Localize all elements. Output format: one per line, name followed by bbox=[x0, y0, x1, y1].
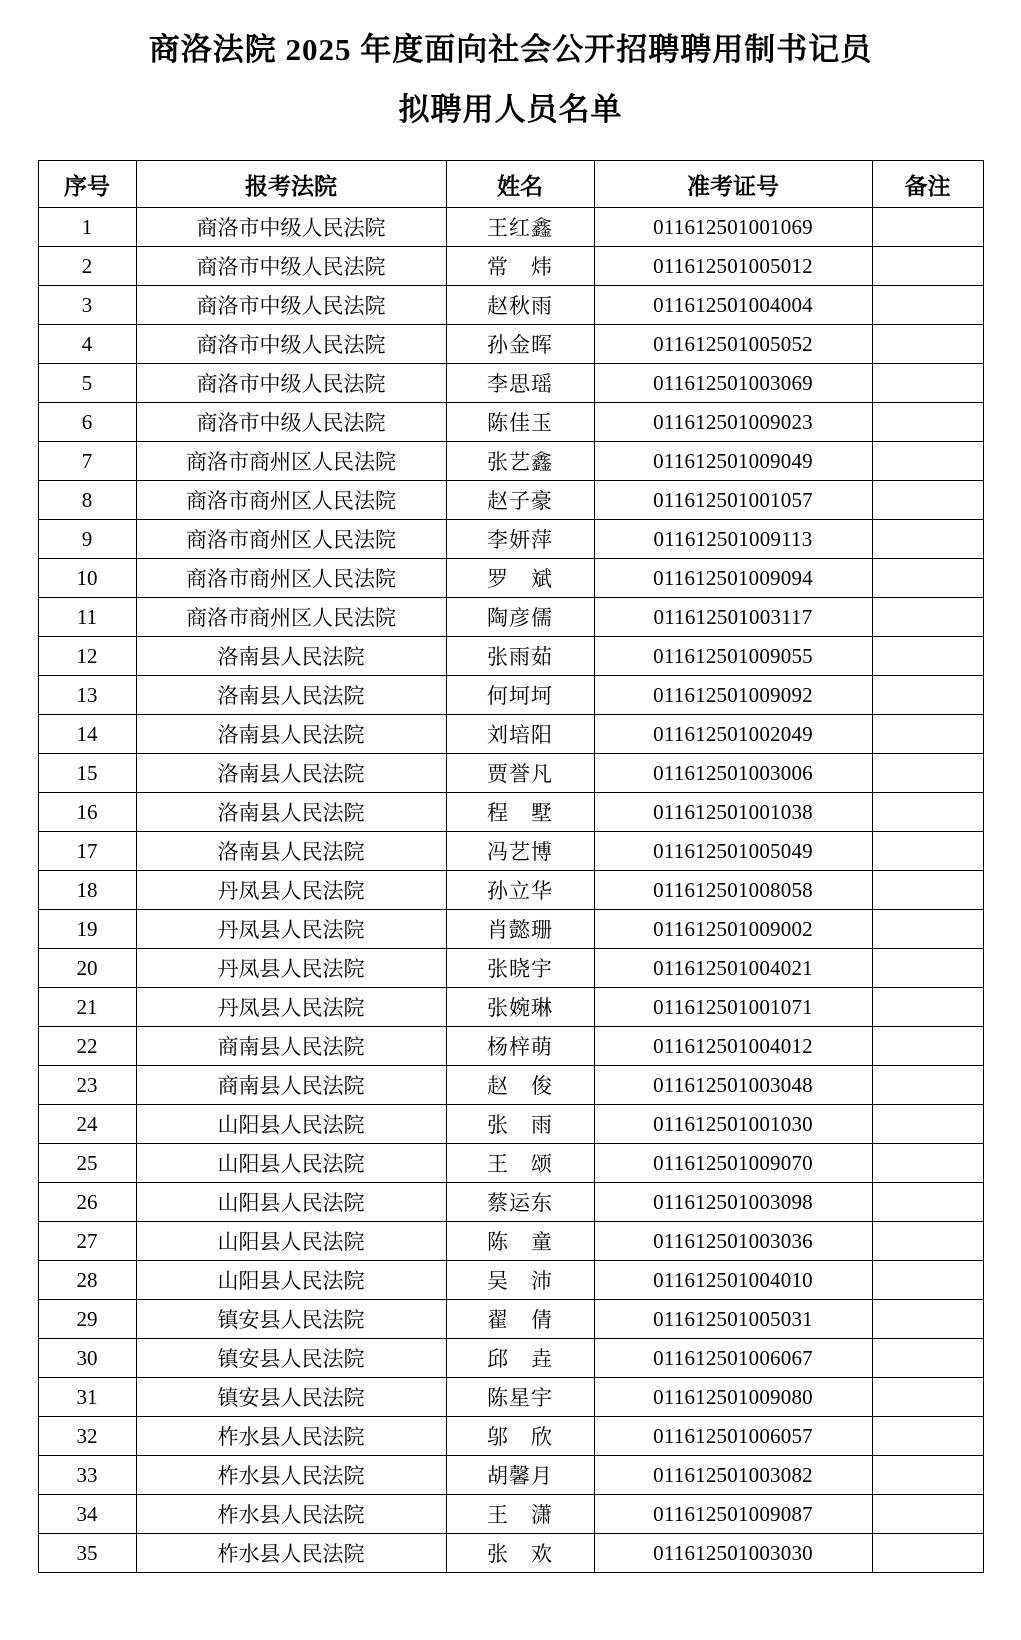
cell-court: 洛南县人民法院 bbox=[136, 832, 446, 871]
cell-court: 商洛市商州区人民法院 bbox=[136, 481, 446, 520]
cell-court: 商洛市商州区人民法院 bbox=[136, 559, 446, 598]
table-row bbox=[38, 1144, 983, 1183]
cell-ticket-number: 011612501001038 bbox=[594, 793, 872, 832]
cell-note bbox=[872, 988, 983, 1027]
cell-index: 5 bbox=[38, 364, 136, 403]
table-row bbox=[38, 598, 983, 637]
table-row bbox=[38, 1534, 983, 1573]
cell-name: 孙立华 bbox=[446, 871, 594, 910]
cell-court: 柞水县人民法院 bbox=[136, 1456, 446, 1495]
column-header-note: 备注 bbox=[872, 161, 983, 208]
cell-name: 王 颂 bbox=[446, 1144, 594, 1183]
cell-ticket-number: 011612501006067 bbox=[594, 1339, 872, 1378]
cell-ticket-number: 011612501005049 bbox=[594, 832, 872, 871]
cell-court: 商洛市中级人民法院 bbox=[136, 325, 446, 364]
cell-ticket-number: 011612501009094 bbox=[594, 559, 872, 598]
cell-ticket-number: 011612501003082 bbox=[594, 1456, 872, 1495]
cell-note bbox=[872, 637, 983, 676]
cell-index: 15 bbox=[38, 754, 136, 793]
table-row bbox=[38, 364, 983, 403]
table-row bbox=[38, 1339, 983, 1378]
cell-index: 30 bbox=[38, 1339, 136, 1378]
cell-name: 孙金晖 bbox=[446, 325, 594, 364]
table-row bbox=[38, 1066, 983, 1105]
roster-table bbox=[38, 160, 984, 1573]
cell-name: 罗 斌 bbox=[446, 559, 594, 598]
cell-name: 张艺鑫 bbox=[446, 442, 594, 481]
table-row bbox=[38, 520, 983, 559]
cell-index: 28 bbox=[38, 1261, 136, 1300]
table-row bbox=[38, 208, 983, 247]
cell-note bbox=[872, 793, 983, 832]
page-title bbox=[28, 26, 993, 134]
page-title-line-1: 商洛法院 2025 年度面向社会公开招聘聘用制书记员 bbox=[148, 32, 873, 67]
cell-court: 商洛市商州区人民法院 bbox=[136, 598, 446, 637]
cell-index: 4 bbox=[38, 325, 136, 364]
cell-index: 29 bbox=[38, 1300, 136, 1339]
cell-index: 9 bbox=[38, 520, 136, 559]
cell-name: 张雨茹 bbox=[446, 637, 594, 676]
cell-name: 张婉琳 bbox=[446, 988, 594, 1027]
cell-note bbox=[872, 442, 983, 481]
cell-ticket-number: 011612501005052 bbox=[594, 325, 872, 364]
cell-court: 商洛市中级人民法院 bbox=[136, 403, 446, 442]
cell-name: 杨梓萌 bbox=[446, 1027, 594, 1066]
cell-name: 赵秋雨 bbox=[446, 286, 594, 325]
cell-note bbox=[872, 1495, 983, 1534]
cell-index: 8 bbox=[38, 481, 136, 520]
cell-court: 丹凤县人民法院 bbox=[136, 949, 446, 988]
table-body bbox=[38, 208, 983, 1573]
table-row bbox=[38, 871, 983, 910]
cell-court: 丹凤县人民法院 bbox=[136, 871, 446, 910]
cell-ticket-number: 011612501003069 bbox=[594, 364, 872, 403]
cell-name: 陈星宇 bbox=[446, 1378, 594, 1417]
cell-index: 12 bbox=[38, 637, 136, 676]
cell-index: 10 bbox=[38, 559, 136, 598]
cell-note bbox=[872, 1105, 983, 1144]
cell-index: 7 bbox=[38, 442, 136, 481]
column-header-ticket-number: 准考证号 bbox=[594, 161, 872, 208]
cell-ticket-number: 011612501003098 bbox=[594, 1183, 872, 1222]
cell-name: 陶彦儒 bbox=[446, 598, 594, 637]
cell-ticket-number: 011612501009070 bbox=[594, 1144, 872, 1183]
cell-note bbox=[872, 1027, 983, 1066]
cell-court: 柞水县人民法院 bbox=[136, 1417, 446, 1456]
cell-note bbox=[872, 910, 983, 949]
cell-name: 胡馨月 bbox=[446, 1456, 594, 1495]
cell-ticket-number: 011612501001057 bbox=[594, 481, 872, 520]
cell-note bbox=[872, 520, 983, 559]
cell-name: 冯艺博 bbox=[446, 832, 594, 871]
cell-note bbox=[872, 559, 983, 598]
cell-name: 王红鑫 bbox=[446, 208, 594, 247]
cell-court: 洛南县人民法院 bbox=[136, 715, 446, 754]
cell-ticket-number: 011612501009049 bbox=[594, 442, 872, 481]
cell-index: 34 bbox=[38, 1495, 136, 1534]
cell-note bbox=[872, 1300, 983, 1339]
cell-name: 何坷坷 bbox=[446, 676, 594, 715]
table-row bbox=[38, 325, 983, 364]
cell-note bbox=[872, 1534, 983, 1573]
cell-note bbox=[872, 1066, 983, 1105]
table-row bbox=[38, 1417, 983, 1456]
cell-note bbox=[872, 364, 983, 403]
cell-index: 1 bbox=[38, 208, 136, 247]
cell-note bbox=[872, 715, 983, 754]
cell-name: 王 潇 bbox=[446, 1495, 594, 1534]
cell-ticket-number: 011612501009055 bbox=[594, 637, 872, 676]
cell-ticket-number: 011612501009113 bbox=[594, 520, 872, 559]
table-row bbox=[38, 637, 983, 676]
table-row bbox=[38, 286, 983, 325]
cell-court: 洛南县人民法院 bbox=[136, 637, 446, 676]
cell-index: 31 bbox=[38, 1378, 136, 1417]
cell-index: 11 bbox=[38, 598, 136, 637]
cell-ticket-number: 011612501003036 bbox=[594, 1222, 872, 1261]
table-row bbox=[38, 754, 983, 793]
cell-ticket-number: 011612501003117 bbox=[594, 598, 872, 637]
cell-court: 洛南县人民法院 bbox=[136, 793, 446, 832]
cell-ticket-number: 011612501003048 bbox=[594, 1066, 872, 1105]
cell-index: 13 bbox=[38, 676, 136, 715]
cell-note bbox=[872, 754, 983, 793]
table-row bbox=[38, 1222, 983, 1261]
table-row bbox=[38, 1261, 983, 1300]
column-header-court: 报考法院 bbox=[136, 161, 446, 208]
cell-court: 镇安县人民法院 bbox=[136, 1339, 446, 1378]
cell-ticket-number: 011612501004021 bbox=[594, 949, 872, 988]
cell-name: 刘培阳 bbox=[446, 715, 594, 754]
cell-ticket-number: 011612501008058 bbox=[594, 871, 872, 910]
cell-ticket-number: 011612501005031 bbox=[594, 1300, 872, 1339]
cell-court: 山阳县人民法院 bbox=[136, 1222, 446, 1261]
cell-index: 21 bbox=[38, 988, 136, 1027]
cell-name: 邬 欣 bbox=[446, 1417, 594, 1456]
cell-court: 洛南县人民法院 bbox=[136, 754, 446, 793]
cell-name: 张晓宇 bbox=[446, 949, 594, 988]
cell-name: 张 雨 bbox=[446, 1105, 594, 1144]
cell-name: 赵子豪 bbox=[446, 481, 594, 520]
cell-index: 33 bbox=[38, 1456, 136, 1495]
cell-name: 吴 沛 bbox=[446, 1261, 594, 1300]
table-row bbox=[38, 832, 983, 871]
cell-court: 商洛市商州区人民法院 bbox=[136, 442, 446, 481]
cell-court: 丹凤县人民法院 bbox=[136, 910, 446, 949]
cell-index: 27 bbox=[38, 1222, 136, 1261]
cell-ticket-number: 011612501009002 bbox=[594, 910, 872, 949]
cell-index: 2 bbox=[38, 247, 136, 286]
table-row bbox=[38, 988, 983, 1027]
cell-index: 26 bbox=[38, 1183, 136, 1222]
table-row bbox=[38, 1183, 983, 1222]
cell-note bbox=[872, 1222, 983, 1261]
cell-court: 商洛市中级人民法院 bbox=[136, 208, 446, 247]
cell-court: 山阳县人民法院 bbox=[136, 1144, 446, 1183]
table-row bbox=[38, 793, 983, 832]
cell-ticket-number: 011612501004012 bbox=[594, 1027, 872, 1066]
cell-index: 35 bbox=[38, 1534, 136, 1573]
cell-name: 肖懿珊 bbox=[446, 910, 594, 949]
cell-note bbox=[872, 247, 983, 286]
cell-note bbox=[872, 286, 983, 325]
cell-ticket-number: 011612501009023 bbox=[594, 403, 872, 442]
cell-index: 14 bbox=[38, 715, 136, 754]
cell-index: 16 bbox=[38, 793, 136, 832]
cell-court: 山阳县人民法院 bbox=[136, 1261, 446, 1300]
cell-name: 贾誉凡 bbox=[446, 754, 594, 793]
cell-note bbox=[872, 481, 983, 520]
cell-index: 25 bbox=[38, 1144, 136, 1183]
cell-index: 20 bbox=[38, 949, 136, 988]
cell-name: 李妍萍 bbox=[446, 520, 594, 559]
cell-name: 常 炜 bbox=[446, 247, 594, 286]
page-title-line-2: 拟聘用人员名单 bbox=[398, 92, 623, 128]
cell-court: 柞水县人民法院 bbox=[136, 1534, 446, 1573]
cell-name: 陈 童 bbox=[446, 1222, 594, 1261]
cell-note bbox=[872, 1183, 983, 1222]
table-row bbox=[38, 910, 983, 949]
cell-court: 丹凤县人民法院 bbox=[136, 988, 446, 1027]
cell-court: 山阳县人民法院 bbox=[136, 1105, 446, 1144]
cell-index: 32 bbox=[38, 1417, 136, 1456]
cell-court: 商洛市中级人民法院 bbox=[136, 286, 446, 325]
table-row bbox=[38, 1027, 983, 1066]
cell-note bbox=[872, 208, 983, 247]
cell-court: 商洛市中级人民法院 bbox=[136, 247, 446, 286]
cell-note bbox=[872, 598, 983, 637]
table-row bbox=[38, 1105, 983, 1144]
table-row bbox=[38, 949, 983, 988]
cell-ticket-number: 011612501009087 bbox=[594, 1495, 872, 1534]
cell-name: 程 墅 bbox=[446, 793, 594, 832]
cell-ticket-number: 011612501009080 bbox=[594, 1378, 872, 1417]
cell-ticket-number: 011612501009092 bbox=[594, 676, 872, 715]
cell-ticket-number: 011612501001069 bbox=[594, 208, 872, 247]
table-row bbox=[38, 442, 983, 481]
cell-note bbox=[872, 871, 983, 910]
cell-ticket-number: 011612501005012 bbox=[594, 247, 872, 286]
cell-name: 邱 垚 bbox=[446, 1339, 594, 1378]
cell-name: 赵 俊 bbox=[446, 1066, 594, 1105]
cell-index: 19 bbox=[38, 910, 136, 949]
cell-note bbox=[872, 1339, 983, 1378]
cell-ticket-number: 011612501003030 bbox=[594, 1534, 872, 1573]
cell-court: 商洛市中级人民法院 bbox=[136, 364, 446, 403]
cell-note bbox=[872, 1417, 983, 1456]
cell-note bbox=[872, 676, 983, 715]
cell-name: 蔡运东 bbox=[446, 1183, 594, 1222]
cell-court: 山阳县人民法院 bbox=[136, 1183, 446, 1222]
cell-court: 镇安县人民法院 bbox=[136, 1378, 446, 1417]
cell-name: 李思瑶 bbox=[446, 364, 594, 403]
table-row bbox=[38, 715, 983, 754]
cell-index: 23 bbox=[38, 1066, 136, 1105]
cell-ticket-number: 011612501001030 bbox=[594, 1105, 872, 1144]
cell-note bbox=[872, 949, 983, 988]
table-row bbox=[38, 559, 983, 598]
cell-court: 柞水县人民法院 bbox=[136, 1495, 446, 1534]
cell-ticket-number: 011612501001071 bbox=[594, 988, 872, 1027]
cell-court: 商洛市商州区人民法院 bbox=[136, 520, 446, 559]
cell-name: 翟 倩 bbox=[446, 1300, 594, 1339]
table-row bbox=[38, 481, 983, 520]
cell-index: 6 bbox=[38, 403, 136, 442]
table-header bbox=[38, 161, 983, 208]
table-row bbox=[38, 1495, 983, 1534]
table-header-row bbox=[38, 161, 983, 208]
cell-court: 商南县人民法院 bbox=[136, 1066, 446, 1105]
cell-index: 3 bbox=[38, 286, 136, 325]
table-row bbox=[38, 676, 983, 715]
table-row bbox=[38, 247, 983, 286]
cell-note bbox=[872, 1456, 983, 1495]
cell-ticket-number: 011612501004004 bbox=[594, 286, 872, 325]
table-row bbox=[38, 1300, 983, 1339]
column-header-index: 序号 bbox=[38, 161, 136, 208]
cell-index: 22 bbox=[38, 1027, 136, 1066]
cell-name: 陈佳玉 bbox=[446, 403, 594, 442]
cell-note bbox=[872, 403, 983, 442]
cell-index: 17 bbox=[38, 832, 136, 871]
cell-ticket-number: 011612501006057 bbox=[594, 1417, 872, 1456]
cell-note bbox=[872, 1378, 983, 1417]
cell-note bbox=[872, 1261, 983, 1300]
cell-ticket-number: 011612501002049 bbox=[594, 715, 872, 754]
column-header-name: 姓名 bbox=[446, 161, 594, 208]
cell-index: 24 bbox=[38, 1105, 136, 1144]
cell-name: 张 欢 bbox=[446, 1534, 594, 1573]
cell-index: 18 bbox=[38, 871, 136, 910]
table-row bbox=[38, 1378, 983, 1417]
cell-court: 洛南县人民法院 bbox=[136, 676, 446, 715]
cell-court: 商南县人民法院 bbox=[136, 1027, 446, 1066]
cell-ticket-number: 011612501004010 bbox=[594, 1261, 872, 1300]
cell-note bbox=[872, 832, 983, 871]
cell-note bbox=[872, 1144, 983, 1183]
cell-note bbox=[872, 325, 983, 364]
cell-court: 镇安县人民法院 bbox=[136, 1300, 446, 1339]
table-row bbox=[38, 403, 983, 442]
table-row bbox=[38, 1456, 983, 1495]
cell-ticket-number: 011612501003006 bbox=[594, 754, 872, 793]
